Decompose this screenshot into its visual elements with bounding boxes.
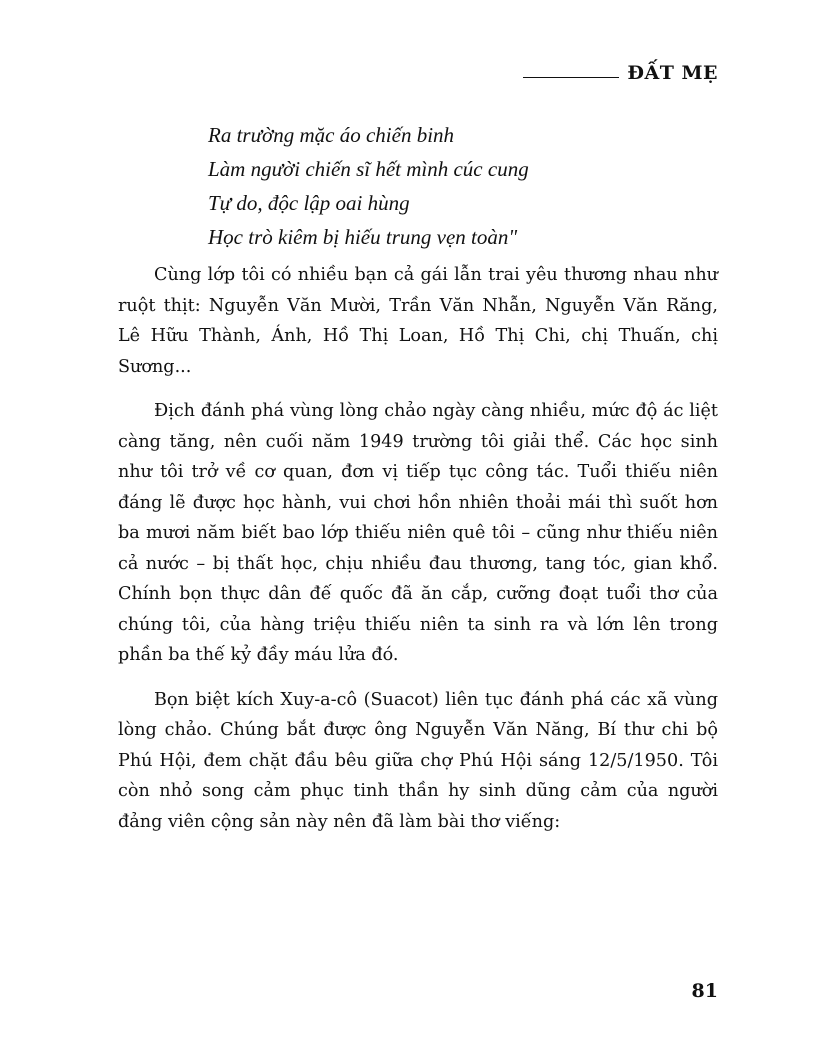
body-text — [118, 260, 718, 851]
header-rule — [523, 77, 619, 78]
poem-line: Ra trường mặc áo chiến binh — [208, 123, 455, 147]
running-header — [523, 62, 718, 84]
paragraph-classmates: Cùng lớp tôi có nhiều bạn cả gái lẫn trai yêu thương nhau như ruột thịt: Nguyễn Văn Mười, Trần Văn Nhẫn, Nguyễn Văn Răng, Lê Hữu Thành, Ánh, Hồ Thị Loan, Hồ Thị Chi, chị Thuấn, chị Sương... — [118, 265, 718, 377]
page-number: 81 — [691, 980, 718, 1002]
poem-line: Làm người chiến sĩ hết mình cúc cung — [208, 157, 529, 181]
paragraph-school-closure: Địch đánh phá vùng lòng chảo ngày càng nhiều, mức độ ác liệt càng tăng, nên cuối năm 1949 trường tôi giải thể. Các học sinh như tôi trở về cơ quan, đơn vị tiếp tục công tác. Tuổi thiếu niên đáng lẽ được học hành, vui chơi hồn nhiên thoải mái thì suốt hơn ba mươi năm biết bao lớp thiếu niên quê tôi – cũng như thiếu niên cả nước – bị thất học, chịu nhiều đau thương, tang tóc, gian khổ. Chính bọn thực dân đế quốc đã ăn cắp, cưỡng đoạt tuổi thơ của chúng tôi, của hàng triệu thiếu niên ta sinh ra và lớn lên trong phần ba thế kỷ đầy máu lửa đó. — [118, 401, 718, 665]
poem-line: Tự do, độc lập oai hùng — [208, 191, 410, 215]
header-title: ĐẤT MẸ — [627, 62, 718, 84]
poem-stanza — [208, 118, 529, 254]
paragraph-commandos: Bọn biệt kích Xuy-a-cô (Suacot) liên tục đánh phá các xã vùng lòng chảo. Chúng bắt được ông Nguyễn Văn Năng, Bí thư chi bộ Phú Hội, đem chặt đầu bêu giữa chợ Phú Hội sáng 12/5/1950. Tôi còn nhỏ song cảm phục tinh thần hy sinh dũng cảm của người đảng viên cộng sản này nên đã làm bài thơ viếng: — [118, 689, 718, 832]
poem-line: Học trò kiêm bị hiếu trung vẹn toàn" — [208, 225, 518, 249]
